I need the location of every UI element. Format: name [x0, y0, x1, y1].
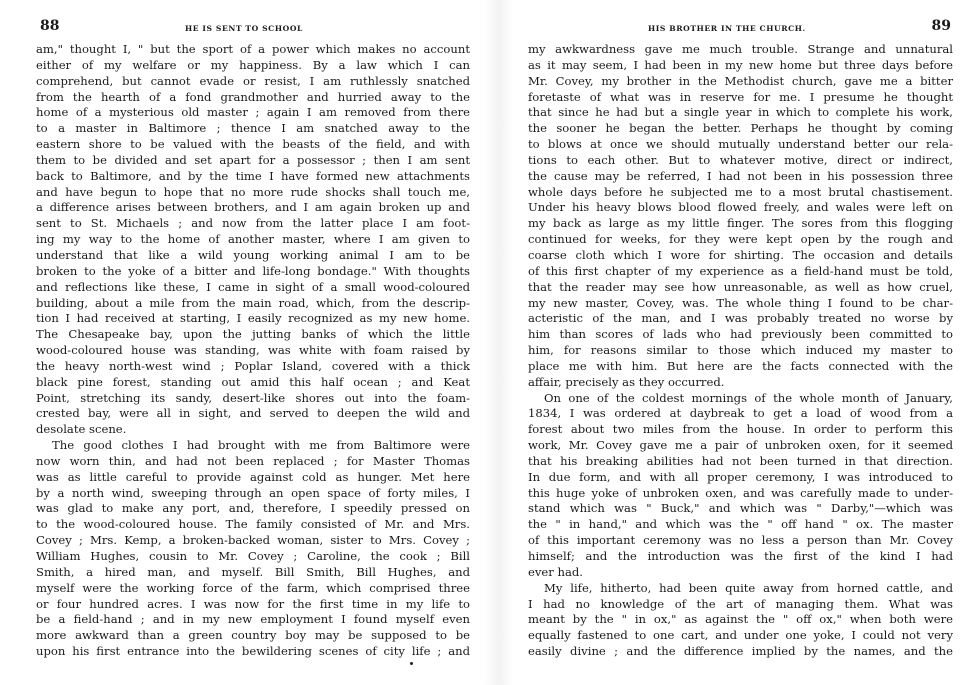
- left-page-text: [36, 42, 470, 660]
- text-line: desolate scene.: [36, 422, 127, 437]
- text-line: the " in hand," and which was the " off hand " ox. The master: [528, 517, 953, 532]
- text-line: meant by the " in ox," as against the " off ox," when both were: [528, 612, 953, 627]
- text-line: either of my welfare or my happiness. By a law which I can: [36, 57, 470, 72]
- text-line: and have begun to hope that no more rude shocks shall touch me,: [36, 184, 470, 199]
- text-line: to the wood-coloured house. The family consisted of Mr. and Mrs.: [36, 517, 470, 532]
- text-line: back to Baltimore, and by the time I have formed new attachments: [36, 168, 470, 183]
- text-line: now worn thin, and had not been replaced ; for Master Thomas: [36, 453, 470, 468]
- text-line: a difference arises between brothers, and I am again broken up and: [36, 200, 470, 215]
- text-line: tions to each other. But to whatever motive, direct or indirect,: [528, 152, 953, 167]
- gutter: [484, 0, 514, 685]
- text-line: my new master, Covey, was. The whole thing I found to be char-: [528, 295, 953, 310]
- text-line: William Hughes, cousin to Mr. Covey ; Caroline, the cook ; Bill: [36, 549, 470, 563]
- text-line: eastern shore to be valued with the beasts of the field, and with: [36, 137, 470, 152]
- running-head: HE IS SENT TO SCHOOL: [185, 24, 303, 33]
- text-line: was as little careful to provide against cold as hunger. Met here: [36, 469, 470, 484]
- text-line: him than scores of lads who had previously been committed to: [528, 327, 953, 342]
- text-line: them to be divided and set apart for a possessor ; then I am sent: [36, 152, 470, 167]
- text-line: work, Mr. Covey gave me a pair of unbroken oxen, for it seemed: [528, 438, 953, 453]
- text-line: broken to the yoke of a bitter and life-long bondage." With thoughts: [36, 263, 470, 278]
- text-line: foretaste of what was in reserve for me. I presume he thought: [528, 89, 953, 104]
- right-page: [528, 0, 953, 685]
- page-number: 89: [931, 18, 951, 34]
- text-line: Under his heavy blows blood flowed freely, and wales were left on: [528, 200, 953, 215]
- text-line: Point, stretching its sandy, desert-like shores out into the foam-: [36, 390, 470, 405]
- text-line: On one of the coldest mornings of the whole month of January,: [544, 390, 953, 405]
- text-line: himself; and the introduction was the first of the kind I had: [528, 549, 953, 563]
- page-mark: [410, 662, 413, 665]
- text-line: tion I had received at starting, I easily recognized as my new home.: [36, 311, 470, 326]
- text-line: easily divine ; and the difference implied by the names, and the: [528, 644, 953, 659]
- text-line: from the hearth of a fond grandmother and hurried away to the: [36, 89, 470, 104]
- text-line: The good clothes I had brought with me from Baltimore were: [52, 438, 470, 453]
- text-line: I had no knowledge of the art of managing them. What was: [528, 596, 953, 611]
- text-line: Mr. Covey, my brother in the Methodist church, gave me a bitter: [528, 73, 953, 88]
- text-line: that the reader may see how unreasonable, as well as how cruel,: [528, 279, 953, 294]
- text-line: that his breaking abilities had not been turned in that direction.: [528, 453, 953, 468]
- text-line: My life, hitherto, had been quite away from horned cattle, and: [544, 580, 953, 595]
- right-page-header: [528, 0, 953, 38]
- text-line: 1834, I was ordered at daybreak to get a load of wood from a: [528, 406, 953, 421]
- text-line: wood-coloured house was standing, was white with foam raised by: [36, 343, 470, 358]
- text-line: acteristic of the man, and I was probably treated no worse by: [528, 311, 953, 326]
- text-line: of this first chapter of my experience as a field-hand must be told,: [528, 263, 953, 278]
- text-line: black pine forest, standing out amid this half ocean ; and Keat: [36, 374, 470, 389]
- text-line: coarse cloth which I wore for shirting. The occasion and details: [528, 247, 953, 262]
- text-line: the sooner he began the better. Perhaps he thought by coming: [528, 121, 953, 136]
- text-line: myself were the working force of the farm, which comprised three: [36, 580, 470, 595]
- text-line: was glad to make any port, and, therefore, I speedily pressed on: [36, 501, 470, 516]
- text-line: ing my way to the home of another master, where I am given to: [36, 232, 470, 247]
- text-line: of this important ceremony was no less a person than Mr. Covey: [528, 533, 953, 548]
- text-line: affair, precisely as they occurred.: [528, 374, 725, 389]
- text-line: the cause may be referred, I had not been in his possession three: [528, 168, 953, 183]
- text-line: The Chesapeake bay, upon the jutting banks of which the little: [36, 327, 470, 342]
- text-line: that since he had but a single year in which to complete his work,: [528, 105, 953, 120]
- text-line: home of a mysterious old master ; again I am removed from there: [36, 105, 470, 120]
- text-line: as it may seem, I had been in my new home but three days before: [528, 57, 953, 72]
- text-line: whole days before he subjected me to a most brutal chastisement.: [528, 184, 953, 199]
- text-line: and reflections like these, I came in sight of a small wood-coloured: [36, 279, 470, 294]
- text-line: sent to St. Michaels ; and now from the latter place I am foot-: [36, 216, 470, 231]
- text-line: comprehend, but cannot evade or resist, I am ruthlessly snatched: [36, 73, 470, 88]
- page-number: 88: [40, 18, 60, 34]
- text-line: this huge yoke of unbroken oxen, and was carefully made to under-: [528, 485, 953, 500]
- text-line: am," thought I, " but the sport of a power which makes no account: [36, 42, 470, 56]
- left-page-header: [30, 0, 470, 38]
- text-line: to blows at once we should mutually understand better our rela-: [528, 137, 953, 152]
- text-line: crested bay, were all in sight, and served to deepen the wild and: [36, 406, 470, 421]
- text-line: be a field-hand ; and in my new employment I found myself even: [36, 612, 470, 627]
- text-line: him, for reasons similar to those which induced my master to: [528, 343, 953, 358]
- text-line: In due form, and with all proper ceremony, I was introduced to: [528, 469, 953, 484]
- text-line: place me with him. But here are the facts connected with the: [528, 358, 953, 373]
- text-line: building, about a mile from the main road, which, from the descrip-: [36, 295, 470, 310]
- text-line: forest about two miles from the house. In order to perform this: [528, 422, 953, 437]
- text-line: upon his first entrance into the bewildering scenes of city life ; and: [36, 644, 470, 659]
- text-line: ever had.: [528, 564, 583, 579]
- left-page: [30, 0, 470, 685]
- text-line: by a north wind, sweeping through an open space of forty miles, I: [36, 485, 470, 500]
- text-line: understand that like a wild young working animal I am to be: [36, 247, 470, 262]
- text-line: continued for weeks, for they were kept open by the rough and: [528, 232, 953, 247]
- text-line: to a master in Baltimore ; thence I am snatched away to the: [36, 121, 470, 136]
- text-line: Smith, a hired man, and myself. Bill Smith, Bill Hughes, and: [36, 564, 470, 579]
- text-line: stand which was " Buck," and which was " Darby,"—which was: [528, 501, 953, 516]
- text-line: more awkward than a green country boy may be supposed to be: [36, 628, 470, 643]
- text-line: my awkwardness gave me much trouble. Strange and unnatural: [528, 42, 953, 56]
- text-line: equally fastened to one cart, and under one yoke, I could not very: [528, 628, 953, 643]
- text-line: Covey ; Mrs. Kemp, a broken-backed woman, sister to Mrs. Covey ;: [36, 533, 470, 548]
- text-line: my back as large as my little finger. The sores from this flogging: [528, 216, 953, 231]
- right-page-text: [528, 42, 953, 660]
- text-line: or four hundred acres. I was now for the first time in my life to: [36, 596, 470, 611]
- running-head: HIS BROTHER IN THE CHURCH.: [648, 24, 806, 33]
- text-line: the heavy north-west wind ; Poplar Island, covered with a thick: [36, 358, 470, 373]
